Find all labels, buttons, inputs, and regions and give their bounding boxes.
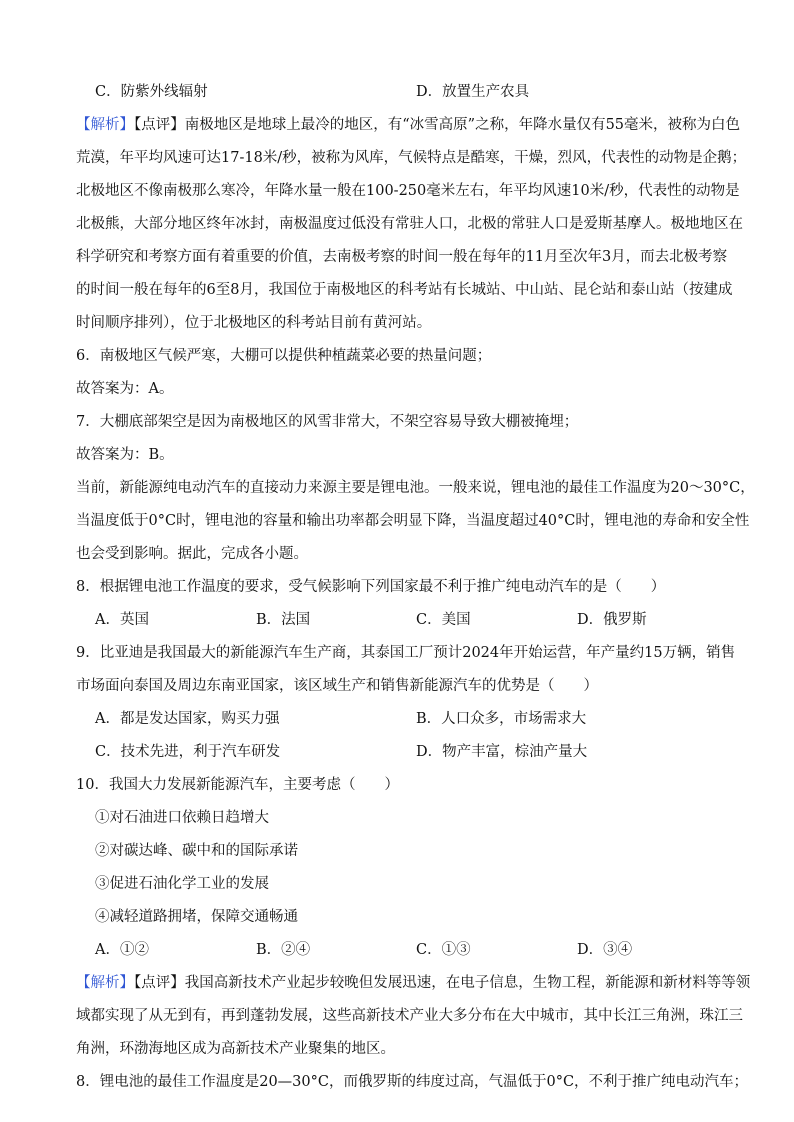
- answer-6-result: 故答案为：A。: [76, 381, 174, 397]
- question-9-option-d: D．物产丰富，棕油产量大: [416, 744, 588, 760]
- analysis-paragraph-1-line-4: 北极熊，大部分地区终年冰封，南极温度过低没有常驻人口，北极的常驻人口是爱斯基摩人。极地地区在: [76, 216, 743, 232]
- question-8-option-b: B．法国: [256, 612, 311, 628]
- analysis-paragraph-1-line-1: 【解析】【点评】南极地区是地球上最冷的地区，有“冰雪高原”之称，年降水量仅有55毫米，被称为白色: [76, 117, 741, 133]
- question-10-option-a: A．①②: [95, 942, 149, 958]
- question-8-option-a: A．英国: [95, 612, 149, 628]
- analysis-paragraph-2-line-1: 【解析】【点评】我国高新技术产业起步较晚但发展迅速，在电子信息，生物工程，新能源和新材料等等领: [76, 975, 751, 991]
- question-10-option-c: C．①③: [416, 942, 471, 958]
- question-10-option-d: D．③④: [577, 942, 633, 958]
- answer-7-explanation: 7．大棚底部架空是因为南极地区的风雪非常大，不架空容易导致大棚被掩埋；: [76, 414, 579, 430]
- analysis-paragraph-2-line-3: 角洲，环渤海地区成为高新技术产业聚集的地区。: [76, 1041, 395, 1057]
- question-10-item-4: ④减轻道路拥堵，保障交通畅通: [95, 909, 298, 925]
- answer-6-explanation: 6．南极地区气候严寒，大棚可以提供种植蔬菜必要的热量问题；: [76, 348, 492, 364]
- analysis-paragraph-2-line-2: 域都实现了从无到有，再到蓬勃发展，这些高新技术产业大多分布在大中城市，其中长江三角洲，珠江三: [76, 1008, 743, 1024]
- analysis-paragraph-1-line-6: 的时间一般在每年的6至8月，我国位于南极地区的科考站有长城站、中山站、昆仑站和泰山站（按建成: [76, 282, 733, 298]
- question-10-item-3: ③促进石油化学工业的发展: [95, 876, 269, 892]
- question-8-stem: 8．根据锂电池工作温度的要求，受气候影响下列国家最不利于推广纯电动汽车的是（ ）: [76, 579, 666, 595]
- passage-line-2: 当温度低于0°C时，锂电池的容量和输出功率都会明显下降，当温度超过40°C时，锂电池的寿命和安全性: [76, 513, 750, 529]
- question-8-option-c: C．美国: [416, 612, 471, 628]
- analysis-tag: 【解析】: [76, 117, 134, 133]
- question-8-option-d: D．俄罗斯: [577, 612, 647, 628]
- answer-8-explanation: 8．锂电池的最佳工作温度是20—30°C，而俄罗斯的纬度过高，气温低于0°C，不利于推广纯电动汽车；: [76, 1074, 749, 1090]
- analysis-paragraph-1-line-7: 时间顺序排列），位于北极地区的科考站目前有黄河站。: [76, 315, 432, 331]
- question-10-item-1: ①对石油进口依赖日趋增大: [95, 810, 269, 826]
- answer-7-result: 故答案为：B。: [76, 447, 174, 463]
- question-9-option-c: C．技术先进，利于汽车研发: [95, 744, 281, 760]
- question-10-option-b: B．②④: [256, 942, 311, 958]
- q5-option-d: D．放置生产农具: [416, 84, 530, 100]
- question-9-option-b: B．人口众多，市场需求大: [416, 711, 587, 727]
- question-9-stem-line-1: 9．比亚迪是我国最大的新能源汽车生产商，其泰国工厂预计2024年开始运营，年产量约15万辆，销售: [76, 645, 736, 661]
- question-9-stem-line-2: 市场面向泰国及周边东南亚国家，该区域生产和销售新能源汽车的优势是（ ）: [76, 678, 598, 694]
- question-9-option-a: A．都是发达国家，购买力强: [95, 711, 280, 727]
- analysis-paragraph-1-line-5: 科学研究和考察方面有着重要的价值，去南极考察的时间一般在每年的11月至次年3月，而去北极考察: [76, 249, 728, 265]
- question-10-item-2: ②对碳达峰、碳中和的国际承诺: [95, 843, 298, 859]
- analysis-paragraph-1-line-2: 荒漠，年平均风速可达17-18米/秒，被称为风库，气候特点是酷寒，干燥，烈风，代表性的动物是企鹅；: [76, 150, 747, 166]
- q5-option-c: C．防紫外线辐射: [95, 84, 208, 100]
- question-10-stem: 10．我国大力发展新能源汽车，主要考虑（ ）: [76, 777, 399, 793]
- passage-line-3: 也会受到影响。据此，完成各小题。: [76, 546, 308, 562]
- analysis-tag: 【解析】: [76, 975, 134, 991]
- analysis-paragraph-1-line-3: 北极地区不像南极那么寒冷，年降水量一般在100-250毫米左右，年平均风速10米/秒，代表性的动物是: [76, 183, 740, 199]
- passage-line-1: 当前，新能源纯电动汽车的直接动力来源主要是锂电池。一般来说，锂电池的最佳工作温度为20～30°C，: [76, 480, 755, 496]
